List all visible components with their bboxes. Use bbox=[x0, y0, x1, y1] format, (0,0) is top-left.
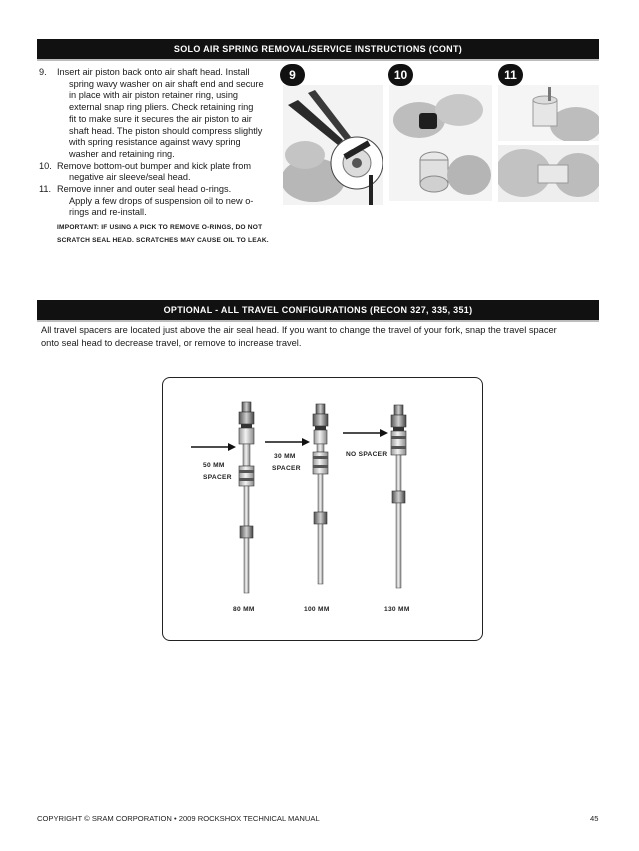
photo-step-11-bottom bbox=[498, 145, 599, 202]
step-line: Remove inner and outer seal head o-rings. bbox=[57, 184, 232, 195]
step-line: shaft head. The piston should compress slightly bbox=[69, 125, 263, 136]
spacer-label-30mm-sub: SPACER bbox=[272, 465, 301, 472]
step-line: Insert air piston back onto air shaft head. Install bbox=[57, 67, 250, 77]
step-line: Apply a few drops of suspension oil to new o- bbox=[69, 195, 254, 206]
spacer-label-50mm-sub: SPACER bbox=[203, 474, 232, 481]
photo-step-9 bbox=[283, 85, 383, 205]
section-header-travel-configurations bbox=[37, 300, 599, 322]
figure-badge-11: 11 bbox=[498, 64, 523, 86]
shaft-100mm bbox=[313, 404, 328, 584]
step-line: with spring resistance against wavy spring bbox=[69, 137, 241, 148]
travel-diagram-graphic bbox=[163, 378, 482, 640]
spacer-label-none: NO SPACER bbox=[346, 451, 388, 458]
step-line: rings and re-install. bbox=[69, 207, 147, 218]
step-number: 11. bbox=[39, 184, 52, 195]
footer-copyright: COPYRIGHT © SRAM CORPORATION • 2009 ROCKSHOX TECHNICAL MANUAL bbox=[37, 814, 320, 823]
step-11 bbox=[39, 184, 277, 219]
shaft-80mm bbox=[239, 402, 254, 593]
section-title: OPTIONAL - ALL TRAVEL CONFIGURATIONS (RECON 327, 335, 351) bbox=[163, 305, 473, 315]
figure-badge-10: 10 bbox=[388, 64, 413, 86]
travel-label-100mm: 100 MM bbox=[304, 606, 330, 613]
step-10 bbox=[39, 161, 277, 184]
important-label: IMPORTANT: bbox=[57, 224, 100, 232]
step-line: Remove bottom-out bumper and kick plate from bbox=[57, 160, 252, 171]
shaft-130mm bbox=[391, 405, 406, 588]
intro-line-2: onto seal head to decrease travel, or remove to increase travel. bbox=[41, 338, 302, 348]
travel-intro bbox=[41, 324, 601, 350]
section-title: SOLO AIR SPRING REMOVAL/SERVICE INSTRUCTIONS (CONT) bbox=[173, 44, 463, 54]
step-line: external snap ring pliers. Check retaining ring bbox=[69, 102, 254, 113]
arrow-50mm bbox=[191, 443, 236, 451]
arrow-no-spacer bbox=[343, 429, 388, 437]
step-line: washer and retaining ring. bbox=[69, 148, 175, 159]
step-line: spring wavy washer on air shaft end and secure bbox=[69, 78, 264, 89]
instruction-steps bbox=[39, 67, 277, 247]
spacer-label-30mm: 30 MM bbox=[274, 453, 296, 460]
important-text-1: IF USING A PICK TO REMOVE O-RINGS, DO NOT bbox=[101, 224, 263, 232]
figure-badge-9: 9 bbox=[280, 64, 305, 86]
step-line: in place with air piston retainer ring, using bbox=[69, 90, 239, 101]
photo-step-11-top bbox=[498, 85, 599, 141]
travel-label-80mm: 80 MM bbox=[233, 606, 255, 613]
step-line: fit to make sure it secures the air piston to air bbox=[69, 113, 252, 124]
photo-step-11-bottom-graphic bbox=[498, 145, 599, 202]
step-line: negative air sleeve/seal head. bbox=[69, 172, 191, 183]
travel-label-130mm: 130 MM bbox=[384, 606, 410, 613]
important-note bbox=[39, 221, 277, 247]
photo-step-10-graphic bbox=[389, 85, 492, 201]
important-text-2: SCRATCH SEAL HEAD. SCRATCHES MAY CAUSE OIL TO LEAK. bbox=[57, 237, 269, 245]
travel-diagram bbox=[162, 377, 483, 641]
intro-line-1: All travel spacers are located just above the air seal head. If you want to change the travel of your fork, snap the travel spacer bbox=[41, 325, 557, 335]
step-number: 9. bbox=[39, 67, 47, 77]
arrow-30mm bbox=[265, 438, 310, 446]
section-header-solo-air bbox=[37, 39, 599, 61]
photo-step-10 bbox=[389, 85, 492, 201]
photo-step-9-graphic bbox=[283, 85, 383, 205]
step-9 bbox=[39, 67, 277, 161]
spacer-label-50mm: 50 MM bbox=[203, 462, 225, 469]
photo-step-11-top-graphic bbox=[498, 85, 599, 141]
page-number: 45 bbox=[590, 814, 599, 823]
step-number: 10. bbox=[39, 160, 52, 171]
